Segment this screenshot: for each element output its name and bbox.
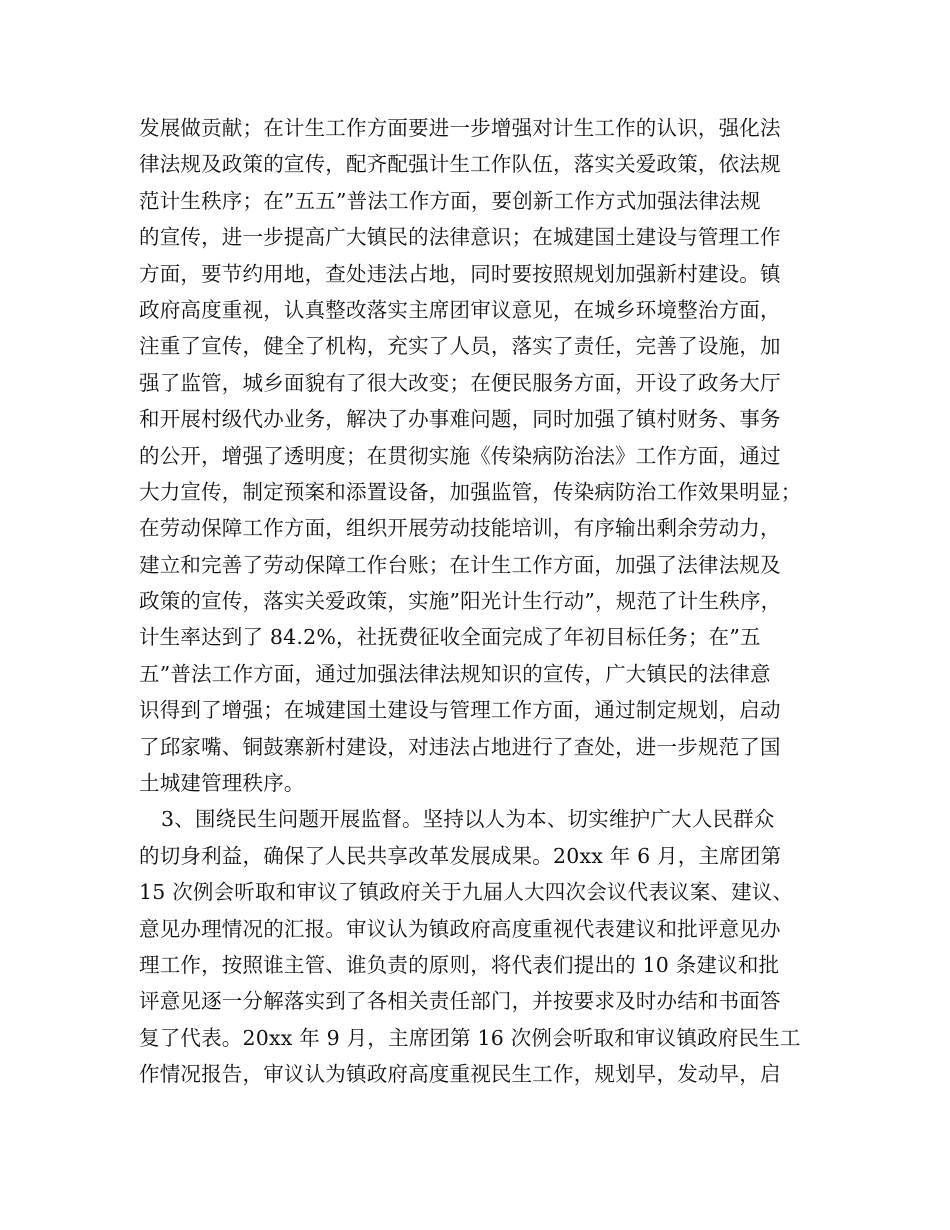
text-line: 大力宣传，制定预案和添置设备，加强监管，传染病防治工作效果明显；	[139, 479, 802, 504]
text-line: 发展做贡献；在计生工作方面要进一步增强对计生工作的认识，强化法	[139, 116, 781, 140]
text-line: 作情况报告，审议认为镇政府高度重视民生工作，规划早，发动早，启	[139, 1062, 781, 1087]
body-text	[139, 110, 819, 1093]
text-line: 五”普法工作方面，通过加强法律法规知识的宣传，广大镇民的法律意	[139, 661, 771, 686]
text-line: 15 次例会听取和审议了镇政府关于九届人大四次会议代表议案、建议、	[139, 880, 794, 905]
text-line: 在劳动保障工作方面，组织开展劳动技能培训，有序输出剩余劳动力，	[139, 516, 781, 541]
text-line: 和开展村级代办业务，解决了办事难问题，同时加强了镇村财务、事务	[139, 407, 781, 432]
text-line: 方面，要节约用地，查处违法占地，同时要按照规划加强新村建设。镇	[139, 261, 781, 286]
text-line: 的宣传，进一步提高广大镇民的法律意识；在城建国土建设与管理工作	[139, 225, 781, 250]
text-line: 理工作，按照谁主管、谁负责的原则，将代表们提出的 10 条建议和批	[139, 952, 780, 977]
text-line: 土城建管理秩序。	[139, 771, 305, 796]
text-line: 识得到了增强；在城建国土建设与管理工作方面，通过制定规划，启动	[139, 698, 781, 723]
text-line: 政策的宣传，落实关爱政策，实施”阳光计生行动”，规范了计生秩序，	[139, 589, 782, 614]
text-line: 政府高度重视，认真整改落实主席团审议意见，在城乡环境整治方面，	[139, 297, 781, 322]
text-line: 评意见逐一分解落实到了各相关责任部门，并按要求及时办结和书面答	[139, 989, 781, 1014]
text-line: 注重了宣传，健全了机构，充实了人员，落实了责任，完善了设施，加	[139, 334, 781, 359]
section-heading-line: 3、围绕民生问题开展监督。坚持以人为本、切实维护广大人民群众	[161, 807, 775, 832]
text-line: 律法规及政策的宣传，配齐配强计生工作队伍，落实关爱政策，依法规	[139, 152, 781, 177]
text-line: 了邱家嘴、铜鼓寨新村建设，对违法占地进行了查处，进一步规范了国	[139, 734, 781, 759]
text-line: 范计生秩序；在”五五”普法工作方面，要创新工作方式加强法律法规	[139, 188, 761, 213]
text-line: 建立和完善了劳动保障工作台账；在计生工作方面，加强了法律法规及	[139, 552, 781, 577]
text-line: 意见办理情况的汇报。审议认为镇政府高度重视代表建议和批评意见办	[139, 916, 781, 941]
text-line: 计生率达到了 84.2%，社抚费征收全面完成了年初目标任务；在”五	[139, 625, 761, 650]
text-line: 的切身利益，确保了人民共享改革发展成果。20xx 年 6 月，主席团第	[139, 843, 782, 868]
text-line: 复了代表。20xx 年 9 月，主席团第 16 次例会听取和审议镇政府民生工	[139, 1025, 801, 1050]
text-line: 的公开，增强了透明度；在贯彻实施《传染病防治法》工作方面，通过	[139, 443, 781, 468]
text-line: 强了监管，城乡面貌有了很大改变；在便民服务方面，开设了政务大厅	[139, 370, 781, 395]
